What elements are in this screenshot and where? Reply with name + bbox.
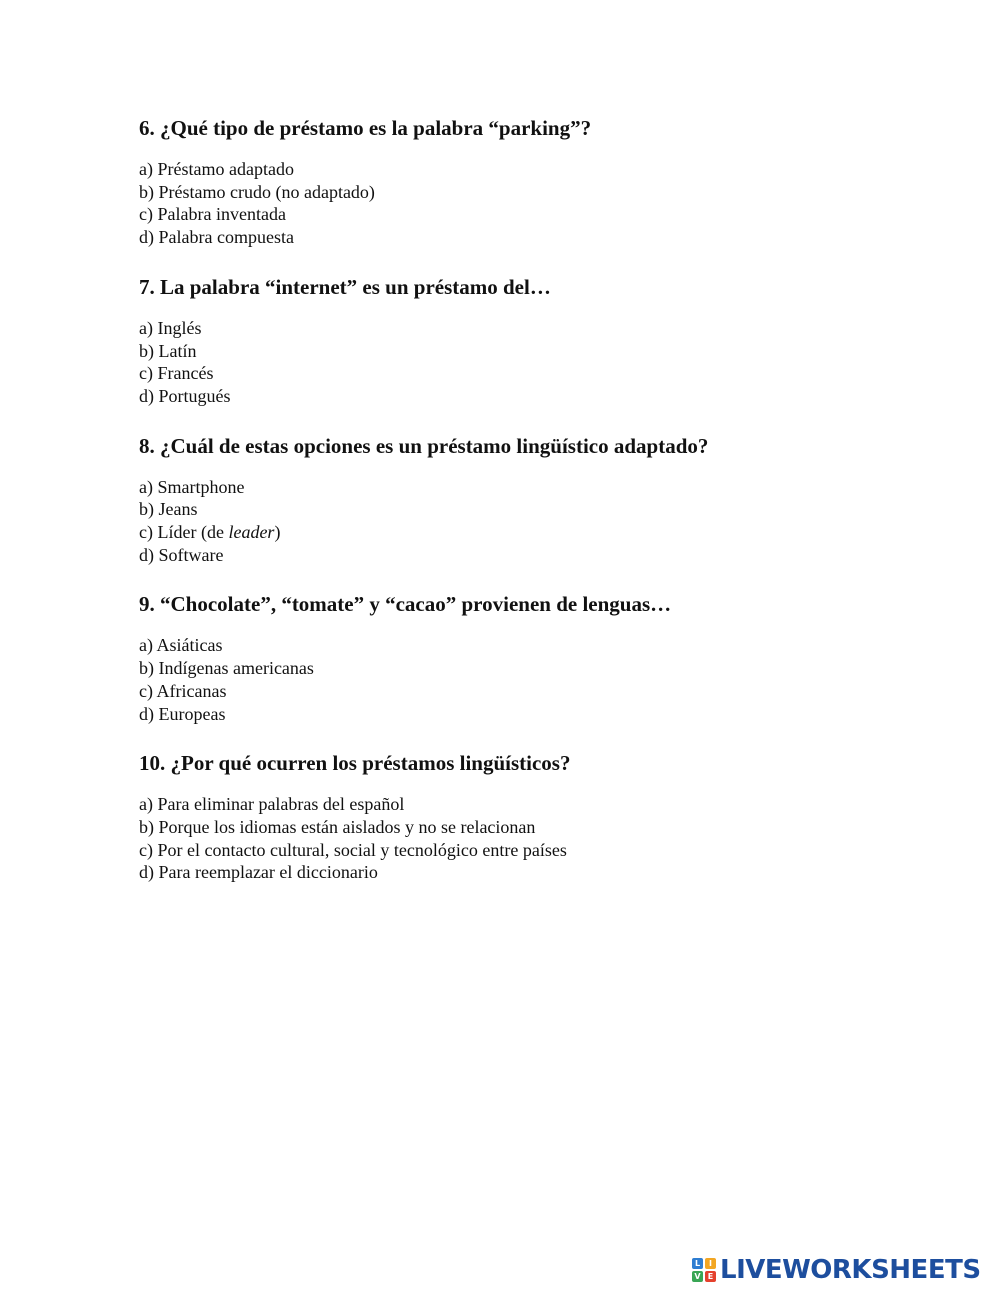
question-title: 7. La palabra “internet” es un préstamo del… <box>139 274 551 299</box>
option-list <box>139 793 899 884</box>
question-block <box>139 432 899 567</box>
answer-option[interactable]: b) Préstamo crudo (no adaptado) <box>139 181 375 202</box>
answer-option[interactable] <box>139 521 899 544</box>
answer-option[interactable]: d) Palabra compuesta <box>139 227 294 248</box>
logo-tile: V <box>692 1271 703 1282</box>
question-title: 6. ¿Qué tipo de préstamo es la palabra “parking”? <box>139 116 592 140</box>
option-list <box>139 476 899 567</box>
question-block <box>139 114 899 249</box>
answer-option[interactable]: b) Indígenas americanas <box>139 658 314 679</box>
answer-option[interactable]: a) Asiáticas <box>139 635 223 656</box>
worksheet <box>139 114 899 908</box>
answer-option[interactable]: a) Para eliminar palabras del español <box>139 794 405 815</box>
option-list <box>139 158 899 249</box>
question-title: 10. ¿Por qué ocurren los préstamos lingüísticos? <box>139 751 571 776</box>
answer-option[interactable]: b) Latín <box>139 340 197 361</box>
answer-option[interactable]: d) Para reemplazar el diccionario <box>139 862 378 883</box>
question-title: 8. ¿Cuál de estas opciones es un préstamo lingüístico adaptado? <box>139 433 709 458</box>
question-block <box>139 749 899 884</box>
option-text: ) <box>274 522 281 543</box>
answer-option[interactable]: a) Inglés <box>139 317 202 338</box>
logo-tile: L <box>692 1258 703 1269</box>
question-block <box>139 273 899 408</box>
option-list <box>139 317 899 408</box>
question-title: 9. “Chocolate”, “tomate” y “cacao” provienen de lenguas… <box>139 592 672 617</box>
question-block <box>139 590 899 725</box>
answer-option[interactable]: a) Smartphone <box>139 476 245 497</box>
answer-option[interactable]: d) Europeas <box>139 703 226 724</box>
logo-tile: E <box>705 1271 716 1282</box>
answer-option[interactable]: b) Porque los idiomas están aislados y no se relacionan <box>139 816 536 837</box>
answer-option[interactable]: d) Portugués <box>139 385 231 406</box>
answer-option[interactable]: d) Software <box>139 544 224 565</box>
brand-name: LIVEWORKSHEETS <box>720 1255 981 1285</box>
answer-option[interactable]: b) Jeans <box>139 499 198 520</box>
answer-option[interactable]: c) Francés <box>139 363 214 384</box>
answer-option[interactable]: a) Préstamo adaptado <box>139 159 294 179</box>
answer-option[interactable]: c) Africanas <box>139 680 227 701</box>
option-list <box>139 634 899 725</box>
liveworksheets-logo-icon <box>692 1258 716 1282</box>
liveworksheets-brand[interactable] <box>692 1256 981 1284</box>
option-italic-word: leader <box>228 522 275 543</box>
answer-option[interactable]: c) Por el contacto cultural, social y tecnológico entre países <box>139 839 567 860</box>
question-list <box>139 114 899 884</box>
option-text: c) Líder (de <box>139 522 229 543</box>
logo-tile: I <box>705 1258 716 1269</box>
answer-option[interactable]: c) Palabra inventada <box>139 204 286 225</box>
